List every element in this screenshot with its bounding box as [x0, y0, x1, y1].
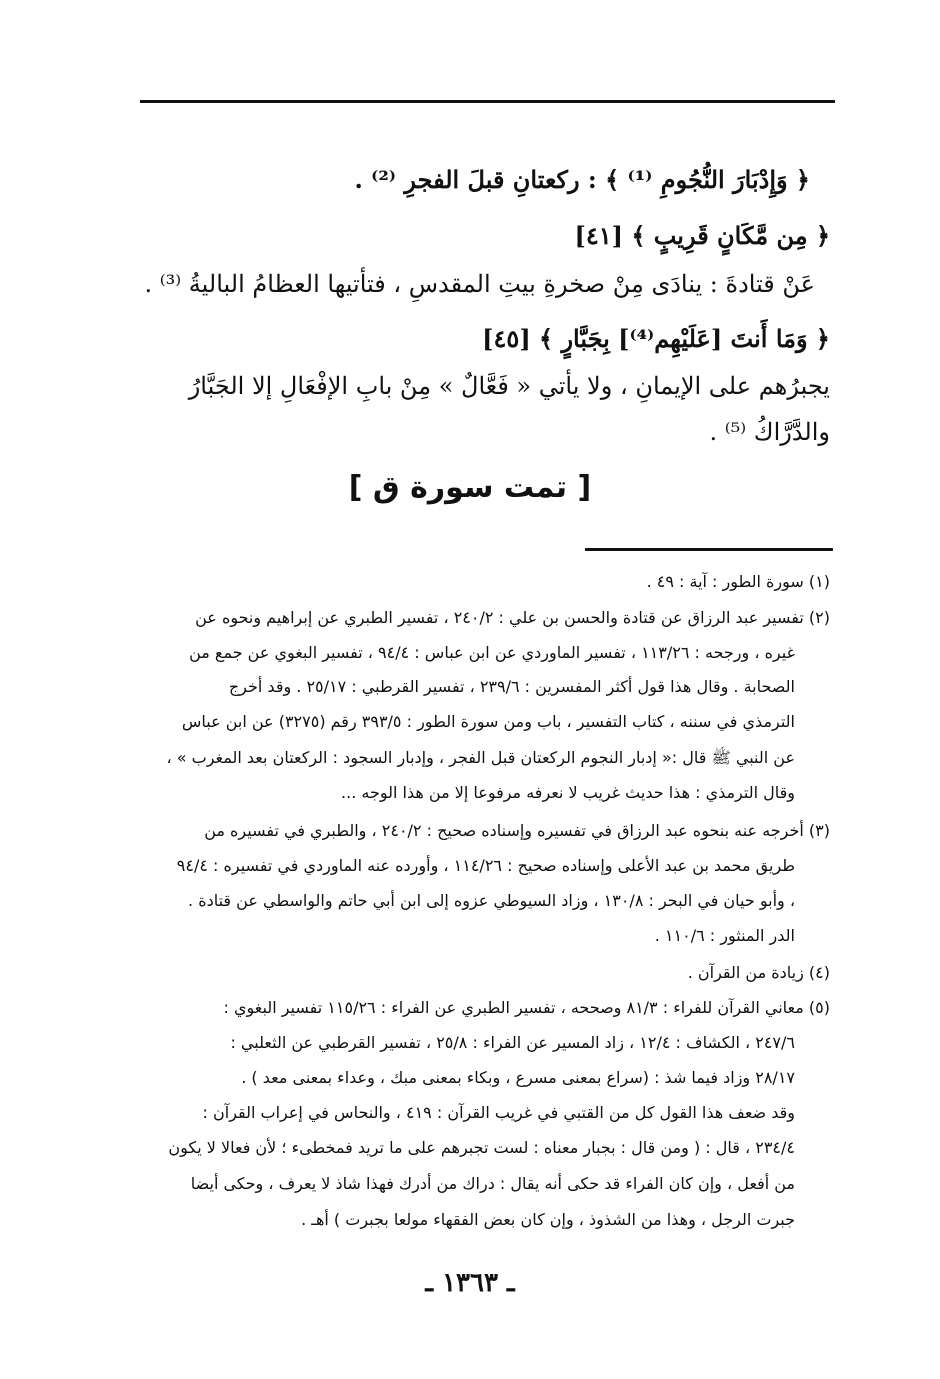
footnote-line: (١) سورة الطور : آية : ٤٩ . [646, 572, 830, 591]
verse-line-1: ﴿ وَإِدْبَارَ النُّجُومِ ⁽¹⁾ ﴾ : ركعتانِ قبلَ الفجرِ ⁽²⁾ . [354, 165, 810, 194]
commentary-line-2: يجبرُهم على الإيمانِ ، ولا يأتي « فَعَّالٌ » مِنْ بابِ الإفْعَالِ إلا الجَبَّارُ [188, 372, 830, 400]
footnote-line: (٣) أخرجه عنه بنحوه عبد الرزاق في تفسيره وإسناده صحيح : ٢٤٠/٢ ، والطبري في تفسيره من [204, 821, 830, 840]
footnote-line: طريق محمد بن عبد الأعلى وإسناده صحيح : ١١٤/٢٦ ، وأورده عنه الماوردي في تفسيره : ٩٤/٤ [176, 856, 795, 875]
commentary-line-3: والدَّرَّاكُ ⁽⁵⁾ . [709, 418, 830, 446]
footnote-line: (٤) زيادة من القرآن . [687, 963, 830, 982]
footnote-line: الدر المنثور : ١١٠/٦ . [654, 926, 795, 945]
footnote-line: ٢٨/١٧ وزاد فيما شذ : (سراع بمعنى مسرع ، وبكاء بمعنى مبك ، وعداء بمعنى معد ) . [241, 1068, 795, 1087]
footnote-line: (٥) معاني القرآن للفراء : ٨١/٣ وصححه ، تفسير الطبري عن الفراء : ١١٥/٢٦ تفسير البغوي : [223, 998, 830, 1017]
footnote-line: ٢٣٤/٤ ، قال : ( ومن قال : بجبار معناه : لست تجبرهم على ما تريد فمخطىء ؛ لأن فعالا لا يكون [168, 1138, 795, 1157]
footnote-line: الصحابة . وقال هذا قول أكثر المفسرين : ٢٣٩/٦ ، تفسير القرطبي : ٢٥/١٧ . وقد أخرج [228, 677, 795, 696]
footnote-line: وقال الترمذي : هذا حديث غريب لا نعرفه مرفوعا إلا من هذا الوجه ... [341, 783, 795, 802]
footnote-line: الترمذي في سننه ، كتاب التفسير ، باب ومن سورة الطور : ٣٩٣/٥ رقم (٣٢٧٥) عن ابن عباس [181, 712, 795, 731]
footnote-line: ، وأبو حيان في البحر : ١٣٠/٨ ، وزاد السيوطي عزوه إلى ابن أبي حاتم والواسطي عن قتادة . [188, 891, 795, 910]
footnote-line: عن النبي ﷺ قال :« إدبار النجوم الركعتان قبل الفجر ، وإدبار السجود : الركعتان بعد المغرب » ، [166, 748, 795, 767]
footnote-line: غيره ، ورجحه : ١١٣/٢٦ ، تفسير الماوردي عن ابن عباس : ٩٤/٤ ، تفسير البغوي عن جمع من [189, 643, 795, 662]
footnote-line: (٢) تفسير عبد الرزاق عن قتادة والحسن بن علي : ٢٤٠/٢ ، تفسير الطبري عن إبراهيم ونحوه عن [195, 608, 830, 627]
header-rule [140, 100, 835, 103]
footnote-line: من أفعل ، وإن كان الفراء قد حكى أنه يقال : دراك من أدرك فهذا شاذ لا يعرف ، وحكى أيضا [190, 1174, 795, 1193]
surah-end-title: [ تمت سورة ق ] [348, 470, 592, 505]
verse-line-2: ﴿ مِن مَّكَانٍ قَرِيبٍ ﴾ [٤١] [574, 221, 830, 250]
footnote-line: جبرت الرجل ، وهذا من الشذوذ ، وإن كان بعض الفقهاء مولعا بجبرت ) أهـ . [301, 1210, 795, 1229]
page-number: ـ ١٣٦٣ ـ [425, 1268, 515, 1298]
verse-line-3: ﴿ وَمَا أَنتَ [عَلَيْهِم⁽⁴⁾] بِجَبَّارٍ ﴾ [٤٥] [482, 324, 830, 353]
footnote-line: وقد ضعف هذا القول كل من القتبي في غريب القرآن : ٤١٩ ، والنحاس في إعراب القرآن : [202, 1103, 795, 1122]
footnote-line: ٢٤٧/٦ ، الكشاف : ١٢/٤ ، زاد المسير عن الفراء : ٢٥/٨ ، تفسير القرطبي عن الثعلبي : [230, 1033, 795, 1052]
footnote-rule [585, 548, 833, 551]
commentary-line-1: عَنْ قتادةَ : ينادَى مِنْ صخرةِ بيتِ المقدسِ ، فتأتيها العظامُ الباليةُ ⁽³⁾ . [144, 270, 815, 298]
